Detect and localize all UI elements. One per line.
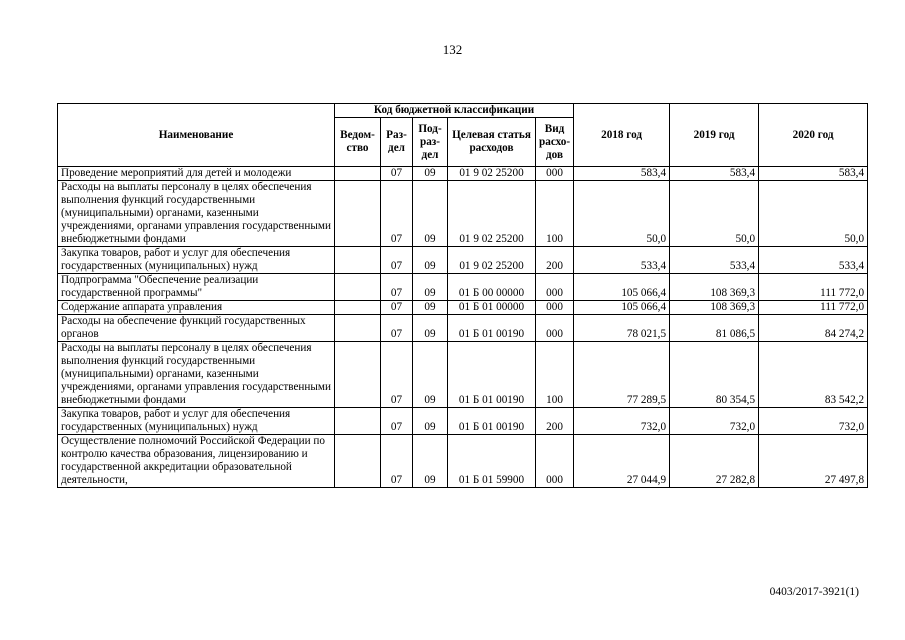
- row-target-article: 01 Б 01 00000: [448, 301, 536, 315]
- row-2018: 105 066,4: [574, 274, 670, 301]
- table-row: [58, 435, 868, 488]
- row-2020: 84 274,2: [759, 315, 868, 342]
- row-2018: 583,4: [574, 167, 670, 181]
- row-vedomstvo: [335, 181, 381, 247]
- row-2019: 108 369,3: [670, 301, 759, 315]
- budget-table: [57, 103, 868, 488]
- row-razdel: 07: [381, 315, 413, 342]
- row-2019: 108 369,3: [670, 274, 759, 301]
- row-vedomstvo: [335, 301, 381, 315]
- row-2020: 111 772,0: [759, 301, 868, 315]
- row-name: Подпрограмма "Обеспечение реализации государственной программы": [58, 274, 335, 301]
- row-name: Расходы на обеспечение функций государственных органов: [58, 315, 335, 342]
- row-vedomstvo: [335, 274, 381, 301]
- table-row: [58, 167, 868, 181]
- header-2018: 2018 год: [574, 104, 670, 167]
- row-target-article: 01 Б 01 00190: [448, 315, 536, 342]
- row-podrazdel: 09: [413, 435, 448, 488]
- row-podrazdel: 09: [413, 342, 448, 408]
- row-2018: 50,0: [574, 181, 670, 247]
- row-2020: 732,0: [759, 408, 868, 435]
- row-vedomstvo: [335, 247, 381, 274]
- row-2019: 732,0: [670, 408, 759, 435]
- row-podrazdel: 09: [413, 301, 448, 315]
- table-row: [58, 408, 868, 435]
- row-2020: 533,4: [759, 247, 868, 274]
- row-2019: 81 086,5: [670, 315, 759, 342]
- row-target-article: 01 9 02 25200: [448, 167, 536, 181]
- row-razdel: 07: [381, 181, 413, 247]
- row-razdel: 07: [381, 167, 413, 181]
- row-2018: 105 066,4: [574, 301, 670, 315]
- row-name: Осуществление полномочий Российской Федерации по контролю качества образования, лицензированию и государственной аккредитации образовательной деятельности,: [58, 435, 335, 488]
- row-podrazdel: 09: [413, 274, 448, 301]
- row-podrazdel: 09: [413, 167, 448, 181]
- row-target-article: 01 9 02 25200: [448, 181, 536, 247]
- header-budget-code-group: Код бюджетной классификации: [335, 104, 574, 118]
- row-2020: 111 772,0: [759, 274, 868, 301]
- row-podrazdel: 09: [413, 181, 448, 247]
- page-number: 132: [442, 42, 463, 57]
- row-name: Закупка товаров, работ и услуг для обеспечения государственных (муниципальных) нужд: [58, 247, 335, 274]
- row-2019: 27 282,8: [670, 435, 759, 488]
- table-row: [58, 301, 868, 315]
- row-expense-type: 000: [536, 274, 574, 301]
- table-row: [58, 315, 868, 342]
- row-target-article: 01 9 02 25200: [448, 247, 536, 274]
- row-expense-type: 200: [536, 247, 574, 274]
- row-2018: 27 044,9: [574, 435, 670, 488]
- row-podrazdel: 09: [413, 247, 448, 274]
- row-2020: 583,4: [759, 167, 868, 181]
- document-code: 0403/2017-3921(1): [769, 586, 859, 598]
- row-vedomstvo: [335, 342, 381, 408]
- row-target-article: 01 Б 01 00190: [448, 342, 536, 408]
- row-razdel: 07: [381, 408, 413, 435]
- header-razdel: Раз-дел: [381, 118, 413, 167]
- row-razdel: 07: [381, 274, 413, 301]
- row-vedomstvo: [335, 315, 381, 342]
- row-name: Содержание аппарата управления: [58, 301, 335, 315]
- table-row: [58, 274, 868, 301]
- row-expense-type: 200: [536, 408, 574, 435]
- row-name: Расходы на выплаты персоналу в целях обеспечения выполнения функций государственными (муниципальными) органами, казенными учреждениями, органами управления государственными внебюджетными фондами: [58, 342, 335, 408]
- row-expense-type: 100: [536, 342, 574, 408]
- row-podrazdel: 09: [413, 408, 448, 435]
- row-2019: 583,4: [670, 167, 759, 181]
- row-name: Проведение мероприятий для детей и молодежи: [58, 167, 335, 181]
- row-2019: 50,0: [670, 181, 759, 247]
- row-vedomstvo: [335, 167, 381, 181]
- row-2018: 732,0: [574, 408, 670, 435]
- header-podrazdel: Под-раз-дел: [413, 118, 448, 167]
- row-2020: 50,0: [759, 181, 868, 247]
- row-2019: 533,4: [670, 247, 759, 274]
- header-2019: 2019 год: [670, 104, 759, 167]
- table-row: [58, 342, 868, 408]
- row-2018: 77 289,5: [574, 342, 670, 408]
- header-expense-type: Вид расхо-дов: [536, 118, 574, 167]
- row-target-article: 01 Б 00 00000: [448, 274, 536, 301]
- row-vedomstvo: [335, 408, 381, 435]
- table-row: [58, 247, 868, 274]
- header-target-article: Целевая статья расходов: [448, 118, 536, 167]
- row-2018: 78 021,5: [574, 315, 670, 342]
- row-2020: 83 542,2: [759, 342, 868, 408]
- row-name: Закупка товаров, работ и услуг для обеспечения государственных (муниципальных) нужд: [58, 408, 335, 435]
- row-expense-type: 000: [536, 435, 574, 488]
- header-vedomstvo: Ведом-ство: [335, 118, 381, 167]
- row-name: Расходы на выплаты персоналу в целях обеспечения выполнения функций государственными (муниципальными) органами, казенными учреждениями, органами управления государственными внебюджетными фондами: [58, 181, 335, 247]
- row-target-article: 01 Б 01 59900: [448, 435, 536, 488]
- row-expense-type: 000: [536, 167, 574, 181]
- row-2018: 533,4: [574, 247, 670, 274]
- row-razdel: 07: [381, 301, 413, 315]
- row-razdel: 07: [381, 435, 413, 488]
- header-2020: 2020 год: [759, 104, 868, 167]
- table-row: [58, 181, 868, 247]
- row-razdel: 07: [381, 342, 413, 408]
- row-2020: 27 497,8: [759, 435, 868, 488]
- row-expense-type: 000: [536, 315, 574, 342]
- header-name: Наименование: [58, 104, 335, 167]
- row-podrazdel: 09: [413, 315, 448, 342]
- row-expense-type: 000: [536, 301, 574, 315]
- row-target-article: 01 Б 01 00190: [448, 408, 536, 435]
- row-razdel: 07: [381, 247, 413, 274]
- row-expense-type: 100: [536, 181, 574, 247]
- row-2019: 80 354,5: [670, 342, 759, 408]
- row-vedomstvo: [335, 435, 381, 488]
